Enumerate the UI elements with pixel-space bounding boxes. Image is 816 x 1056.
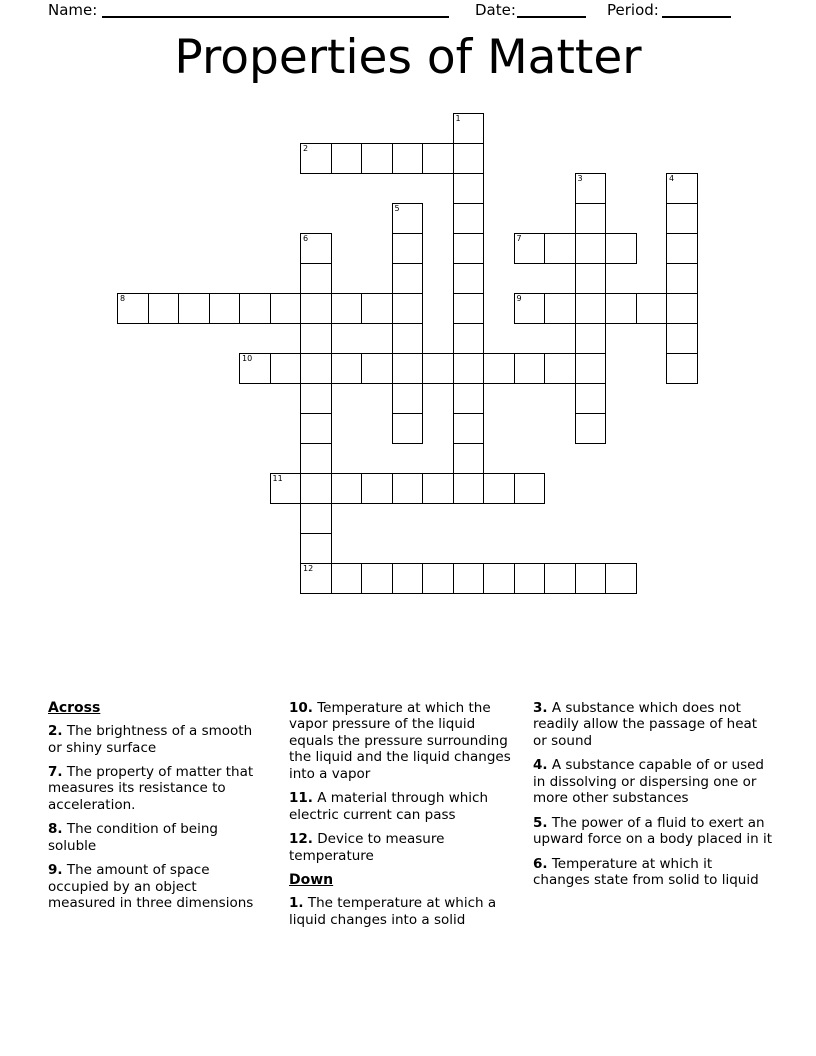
- clue-number: 9.: [48, 862, 63, 879]
- grid-cell-r0c11: [453, 113, 485, 144]
- grid-cell-r4c14: [544, 233, 576, 264]
- grid-cell-r1c6: [300, 143, 332, 174]
- grid-cell-r6c8: [361, 293, 393, 324]
- date-blank-line: [517, 2, 586, 18]
- clue-number: 8.: [48, 821, 63, 838]
- grid-cell-r15c8: [361, 563, 393, 594]
- grid-cell-r12c8: [361, 473, 393, 504]
- grid-cell-r8c11: [453, 353, 485, 384]
- cell-number: 12: [303, 564, 314, 573]
- cell-number: 8: [120, 294, 126, 303]
- grid-cell-r6c18: [666, 293, 698, 324]
- clues-column-middle: [289, 700, 522, 936]
- grid-cell-r4c9: [392, 233, 424, 264]
- grid-cell-r3c11: [453, 203, 485, 234]
- grid-cell-r12c9: [392, 473, 424, 504]
- grid-cell-r6c6: [300, 293, 332, 324]
- clue-across-12: 12. Device to measure temperature: [289, 831, 445, 864]
- grid-cell-r14c6: [300, 533, 332, 564]
- grid-cell-r15c9: [392, 563, 424, 594]
- grid-cell-r9c11: [453, 383, 485, 414]
- grid-cell-r15c6: [300, 563, 332, 594]
- grid-cell-r15c16: [605, 563, 637, 594]
- grid-cell-r6c4: [239, 293, 271, 324]
- clue-across-11: 11. A material through which electric current can pass: [289, 790, 489, 823]
- grid-cell-r15c10: [422, 563, 454, 594]
- cell-number: 5: [394, 204, 400, 213]
- grid-cell-r1c9: [392, 143, 424, 174]
- grid-cell-r7c15: [575, 323, 607, 354]
- grid-cell-r12c6: [300, 473, 332, 504]
- grid-cell-r8c14: [544, 353, 576, 384]
- grid-cell-r6c13: [514, 293, 546, 324]
- grid-cell-r8c4: [239, 353, 271, 384]
- clue-number: 2.: [48, 723, 63, 740]
- clue-down-5: 5. The power of a fluid to exert an upward force on a body placed in it: [533, 814, 773, 848]
- grid-cell-r12c10: [422, 473, 454, 504]
- grid-cell-r8c13: [514, 353, 546, 384]
- grid-cell-r8c5: [270, 353, 302, 384]
- grid-cell-r2c11: [453, 173, 485, 204]
- clue-number: 5.: [533, 814, 548, 831]
- grid-cell-r10c6: [300, 413, 332, 444]
- clue-down-6: 6. Temperature at which it changes state from solid to liquid: [533, 855, 759, 889]
- period-label: Period:: [607, 1, 659, 19]
- grid-cell-r3c9: [392, 203, 424, 234]
- name-blank-line: [102, 2, 449, 18]
- grid-cell-r8c9: [392, 353, 424, 384]
- clue-number: 6.: [533, 855, 548, 872]
- grid-cell-r13c6: [300, 503, 332, 534]
- across-header: Across: [48, 700, 101, 716]
- grid-cell-r9c9: [392, 383, 424, 414]
- grid-cell-r2c18: [666, 173, 698, 204]
- grid-cell-r6c9: [392, 293, 424, 324]
- header-row: [0, 0, 816, 22]
- clues-column-across: [48, 700, 266, 920]
- cell-number: 9: [516, 294, 522, 303]
- grid-cell-r15c11: [453, 563, 485, 594]
- cell-number: 7: [516, 234, 522, 243]
- grid-cell-r6c7: [331, 293, 363, 324]
- clue-number: 4.: [533, 757, 548, 774]
- grid-cell-r1c7: [331, 143, 363, 174]
- clue-across-9: 9. The amount of space occupied by an object measured in three dimensions: [48, 862, 254, 912]
- grid-cell-r15c12: [483, 563, 515, 594]
- grid-cell-r2c15: [575, 173, 607, 204]
- grid-cell-r11c6: [300, 443, 332, 474]
- grid-cell-r7c18: [666, 323, 698, 354]
- clue-down-1: 1. The temperature at which a liquid changes into a solid: [289, 895, 497, 928]
- grid-cell-r6c15: [575, 293, 607, 324]
- clue-across-7: 7. The property of matter that measures its resistance to acceleration.: [48, 764, 254, 813]
- cell-number: 4: [669, 174, 675, 183]
- cell-number: 3: [577, 174, 583, 183]
- clue-across-10: 10. Temperature at which the vapor pressure of the liquid equals the pressure surrounding the liquid and the liquid changes into a vapor: [289, 700, 511, 782]
- grid-cell-r5c11: [453, 263, 485, 294]
- grid-cell-r15c13: [514, 563, 546, 594]
- grid-cell-r12c12: [483, 473, 515, 504]
- cell-number: 2: [303, 144, 309, 153]
- grid-cell-r1c10: [422, 143, 454, 174]
- grid-cell-r8c8: [361, 353, 393, 384]
- grid-cell-r3c15: [575, 203, 607, 234]
- grid-cell-r5c9: [392, 263, 424, 294]
- grid-cell-r5c6: [300, 263, 332, 294]
- cell-number: 6: [303, 234, 309, 243]
- clue-number: 1.: [289, 895, 304, 912]
- grid-cell-r12c11: [453, 473, 485, 504]
- grid-cell-r15c15: [575, 563, 607, 594]
- grid-cell-r4c15: [575, 233, 607, 264]
- date-label: Date:: [475, 1, 516, 19]
- grid-cell-r10c11: [453, 413, 485, 444]
- grid-cell-r6c5: [270, 293, 302, 324]
- grid-cell-r8c12: [483, 353, 515, 384]
- grid-cell-r4c11: [453, 233, 485, 264]
- clue-down-3: 3. A substance which does not readily allow the passage of heat or sound: [533, 700, 758, 749]
- grid-cell-r7c9: [392, 323, 424, 354]
- grid-cell-r11c11: [453, 443, 485, 474]
- grid-cell-r4c6: [300, 233, 332, 264]
- grid-cell-r5c18: [666, 263, 698, 294]
- clue-across-2: 2. The brightness of a smooth or shiny surface: [48, 723, 253, 756]
- grid-cell-r4c18: [666, 233, 698, 264]
- grid-cell-r12c7: [331, 473, 363, 504]
- grid-cell-r8c7: [331, 353, 363, 384]
- cell-number: 10: [242, 354, 253, 363]
- grid-cell-r9c15: [575, 383, 607, 414]
- clue-across-8: 8. The condition of being soluble: [48, 821, 218, 854]
- grid-cell-r12c13: [514, 473, 546, 504]
- grid-cell-r1c11: [453, 143, 485, 174]
- grid-cell-r8c15: [575, 353, 607, 384]
- grid-cell-r9c6: [300, 383, 332, 414]
- name-label: Name:: [48, 1, 98, 19]
- grid-cell-r12c5: [270, 473, 302, 504]
- grid-cell-r10c9: [392, 413, 424, 444]
- grid-cell-r10c15: [575, 413, 607, 444]
- clues-column-down: [533, 700, 773, 897]
- down-header: Down: [289, 872, 334, 889]
- grid-cell-r4c16: [605, 233, 637, 264]
- clue-number: 10.: [289, 700, 313, 716]
- grid-cell-r5c15: [575, 263, 607, 294]
- grid-cell-r7c11: [453, 323, 485, 354]
- grid-cell-r8c18: [666, 353, 698, 384]
- grid-cell-r6c3: [209, 293, 241, 324]
- clue-down-4: 4. A substance capable of or used in dissolving or dispersing one or more other substances: [533, 757, 765, 807]
- grid-cell-r3c18: [666, 203, 698, 234]
- page-title: Properties of Matter: [174, 30, 642, 85]
- grid-cell-r15c7: [331, 563, 363, 594]
- grid-cell-r8c6: [300, 353, 332, 384]
- grid-cell-r6c16: [605, 293, 637, 324]
- grid-cell-r6c17: [636, 293, 668, 324]
- clue-number: 11.: [289, 790, 313, 807]
- grid-cell-r6c2: [178, 293, 210, 324]
- clue-number: 3.: [533, 700, 548, 716]
- clue-number: 7.: [48, 764, 63, 781]
- grid-cell-r7c6: [300, 323, 332, 354]
- grid-cell-r15c14: [544, 563, 576, 594]
- grid-cell-r8c10: [422, 353, 454, 384]
- grid-cell-r6c14: [544, 293, 576, 324]
- grid-cell-r6c11: [453, 293, 485, 324]
- grid-cell-r6c1: [148, 293, 180, 324]
- grid-cell-r6c0: [117, 293, 149, 324]
- clue-number: 12.: [289, 831, 313, 848]
- grid-cell-r1c8: [361, 143, 393, 174]
- cell-number: 11: [272, 474, 283, 483]
- period-blank-line: [662, 2, 731, 18]
- cell-number: 1: [455, 114, 461, 123]
- grid-cell-r4c13: [514, 233, 546, 264]
